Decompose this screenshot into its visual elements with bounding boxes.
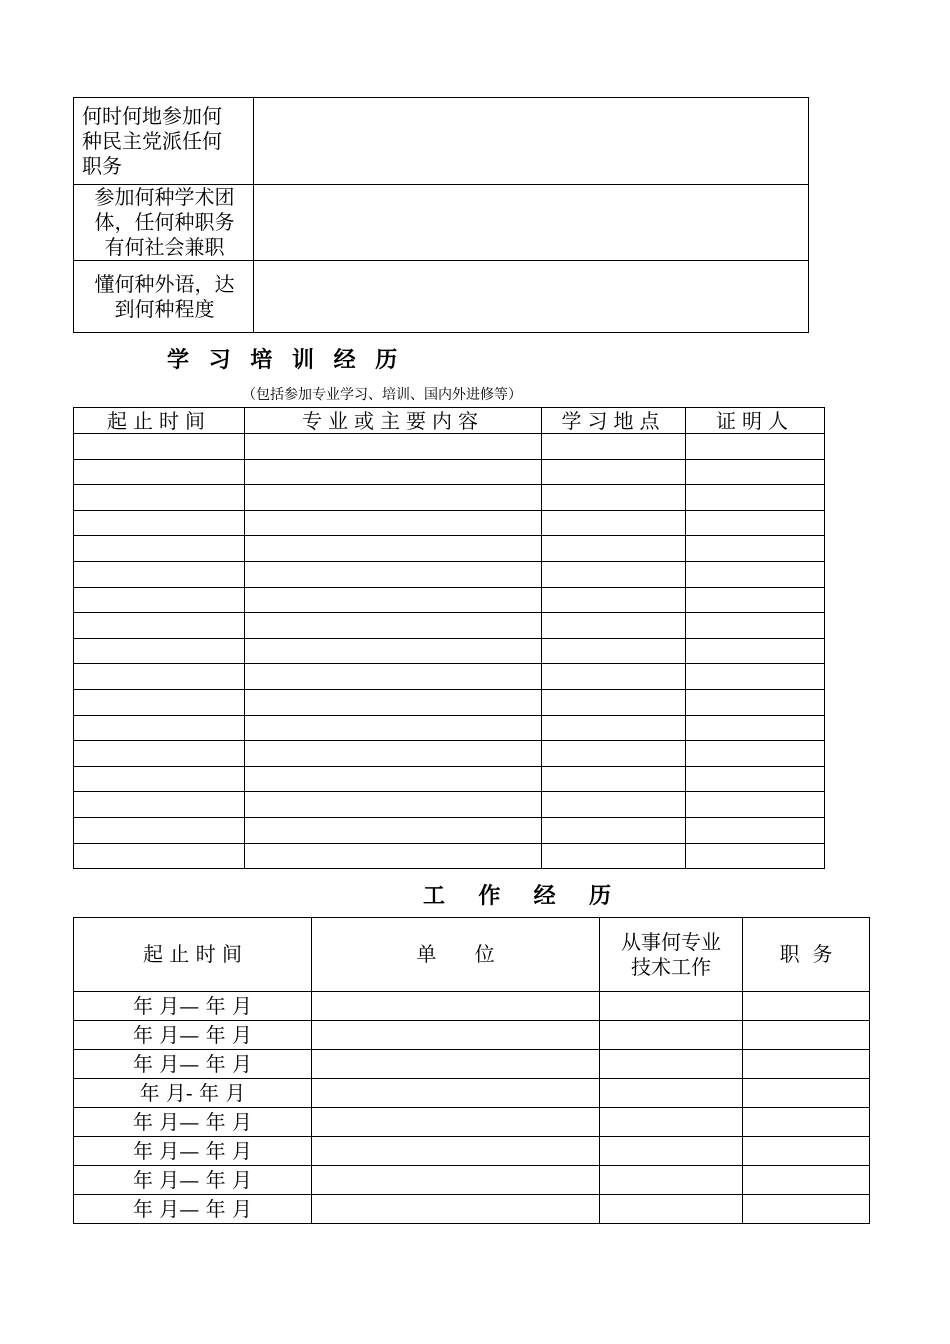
table-cell[interactable]	[542, 510, 686, 536]
table-cell[interactable]	[245, 741, 542, 767]
table-cell[interactable]	[686, 434, 825, 460]
table-cell[interactable]: 年 月— 年 月	[74, 1021, 312, 1050]
table-cell[interactable]	[686, 741, 825, 767]
table-row	[74, 715, 825, 741]
table-cell[interactable]	[600, 1021, 743, 1050]
table-cell[interactable]	[743, 1108, 870, 1137]
table-row	[74, 434, 825, 460]
table-row	[74, 792, 825, 818]
foreign-language-label: 懂何种外语，达 到何种程度	[74, 261, 254, 333]
table-cell[interactable]	[74, 689, 245, 715]
table-cell[interactable]	[686, 510, 825, 536]
table-cell[interactable]	[686, 613, 825, 639]
table-cell[interactable]	[743, 1137, 870, 1166]
table-cell[interactable]	[542, 715, 686, 741]
table-cell[interactable]	[245, 792, 542, 818]
work-history-table	[73, 917, 870, 1224]
work-header-period: 起 止 时 间	[74, 918, 312, 992]
table-cell[interactable]	[542, 766, 686, 792]
table-cell[interactable]	[686, 459, 825, 485]
table-row	[74, 98, 809, 185]
work-header-specialty: 从事何专业 技术工作	[600, 918, 743, 992]
table-row	[74, 1050, 870, 1079]
table-cell[interactable]	[245, 715, 542, 741]
table-cell[interactable]	[74, 843, 245, 869]
party-affiliation-label: 何时何地参加何 种民主党派任何 职务	[74, 98, 254, 185]
table-cell[interactable]	[686, 587, 825, 613]
study-section-title: 学 习 培 训 经 历	[167, 347, 404, 373]
table-cell[interactable]	[686, 561, 825, 587]
party-affiliation-field[interactable]	[254, 98, 809, 185]
table-cell[interactable]: 年 月- 年 月	[74, 1079, 312, 1108]
table-cell[interactable]: 年 月— 年 月	[74, 1195, 312, 1224]
table-row	[74, 261, 809, 333]
table-cell[interactable]	[743, 1166, 870, 1195]
table-cell[interactable]	[74, 459, 245, 485]
table-cell[interactable]	[245, 561, 542, 587]
table-cell[interactable]	[743, 1021, 870, 1050]
table-row	[74, 510, 825, 536]
table-cell[interactable]	[542, 613, 686, 639]
table-row	[74, 1195, 870, 1224]
table-cell[interactable]	[312, 1021, 600, 1050]
table-cell[interactable]	[743, 992, 870, 1021]
study-header-location: 学习地点	[542, 408, 686, 434]
table-cell[interactable]	[542, 843, 686, 869]
table-row	[74, 459, 825, 485]
table-cell[interactable]	[600, 1137, 743, 1166]
table-cell[interactable]	[686, 843, 825, 869]
table-cell[interactable]	[542, 561, 686, 587]
table-cell[interactable]	[74, 587, 245, 613]
work-header-employer: 单 位	[312, 918, 600, 992]
table-cell[interactable]	[245, 638, 542, 664]
academic-groups-label: 参加何种学术团 体，任何种职务 有何社会兼职	[74, 185, 254, 261]
table-cell[interactable]: 年 月— 年 月	[74, 992, 312, 1021]
table-cell[interactable]	[74, 741, 245, 767]
table-cell[interactable]	[74, 613, 245, 639]
table-cell[interactable]	[743, 1079, 870, 1108]
study-header-period: 起止时间	[74, 408, 245, 434]
study-section-note: （包括参加专业学习、培训、国内外进修等）	[242, 387, 522, 403]
table-cell[interactable]: 年 月— 年 月	[74, 1050, 312, 1079]
table-row	[74, 843, 825, 869]
table-cell[interactable]	[686, 715, 825, 741]
table-cell[interactable]	[600, 1079, 743, 1108]
table-cell[interactable]	[74, 715, 245, 741]
table-cell[interactable]	[542, 638, 686, 664]
table-cell[interactable]	[245, 817, 542, 843]
table-cell[interactable]	[600, 1195, 743, 1224]
table-cell[interactable]	[245, 459, 542, 485]
party-academic-language-table	[73, 97, 809, 333]
table-cell[interactable]	[74, 817, 245, 843]
table-cell[interactable]	[686, 485, 825, 511]
table-row	[74, 664, 825, 690]
table-row	[74, 561, 825, 587]
table-cell[interactable]	[245, 689, 542, 715]
table-cell[interactable]	[74, 485, 245, 511]
table-cell[interactable]	[542, 587, 686, 613]
table-cell[interactable]	[74, 664, 245, 690]
table-cell[interactable]	[542, 434, 686, 460]
table-cell[interactable]	[312, 1137, 600, 1166]
table-row	[74, 613, 825, 639]
foreign-language-field[interactable]	[254, 261, 809, 333]
table-row	[74, 766, 825, 792]
table-row	[74, 185, 809, 261]
study-history-table	[73, 407, 825, 869]
table-cell[interactable]	[245, 536, 542, 562]
table-cell[interactable]	[686, 689, 825, 715]
table-cell[interactable]	[245, 485, 542, 511]
study-header-witness: 证明人	[686, 408, 825, 434]
table-cell[interactable]	[74, 434, 245, 460]
table-cell[interactable]	[600, 992, 743, 1021]
table-cell[interactable]: 年 月— 年 月	[74, 1108, 312, 1137]
table-cell[interactable]	[245, 664, 542, 690]
table-cell[interactable]	[686, 536, 825, 562]
table-row	[74, 689, 825, 715]
table-cell[interactable]	[743, 1050, 870, 1079]
table-row	[74, 741, 825, 767]
table-cell[interactable]	[245, 843, 542, 869]
table-row	[74, 1166, 870, 1195]
table-row	[74, 1108, 870, 1137]
table-row	[74, 992, 870, 1021]
table-cell[interactable]	[542, 459, 686, 485]
table-cell[interactable]	[312, 1079, 600, 1108]
study-header-row	[74, 408, 825, 434]
table-cell[interactable]	[686, 817, 825, 843]
table-cell[interactable]	[312, 992, 600, 1021]
table-cell[interactable]	[245, 613, 542, 639]
table-cell[interactable]	[74, 638, 245, 664]
work-section-title: 工 作 经 历	[423, 883, 617, 909]
work-header-position: 职 务	[743, 918, 870, 992]
table-cell[interactable]	[686, 664, 825, 690]
table-cell[interactable]	[74, 766, 245, 792]
table-row	[74, 1137, 870, 1166]
table-cell[interactable]	[245, 510, 542, 536]
table-cell[interactable]	[312, 1050, 600, 1079]
academic-groups-field[interactable]	[254, 185, 809, 261]
table-cell[interactable]	[312, 1195, 600, 1224]
table-cell[interactable]	[600, 1166, 743, 1195]
table-row	[74, 817, 825, 843]
work-header-row	[74, 918, 870, 992]
table-row	[74, 587, 825, 613]
table-cell[interactable]	[542, 741, 686, 767]
study-header-content: 专业或主要内容	[245, 408, 542, 434]
table-row	[74, 1079, 870, 1108]
table-cell[interactable]	[743, 1195, 870, 1224]
table-cell[interactable]	[542, 792, 686, 818]
table-cell[interactable]	[312, 1108, 600, 1137]
table-cell[interactable]	[245, 587, 542, 613]
table-cell[interactable]	[74, 561, 245, 587]
table-cell[interactable]	[74, 536, 245, 562]
table-cell[interactable]	[312, 1166, 600, 1195]
table-row	[74, 1021, 870, 1050]
table-row	[74, 485, 825, 511]
table-cell[interactable]	[74, 510, 245, 536]
table-cell[interactable]	[542, 664, 686, 690]
table-cell[interactable]: 年 月— 年 月	[74, 1137, 312, 1166]
table-cell[interactable]: 年 月— 年 月	[74, 1166, 312, 1195]
table-cell[interactable]	[600, 1108, 743, 1137]
table-cell[interactable]	[542, 689, 686, 715]
table-cell[interactable]	[686, 792, 825, 818]
table-row	[74, 638, 825, 664]
table-row	[74, 536, 825, 562]
table-cell[interactable]	[542, 485, 686, 511]
table-cell[interactable]	[245, 434, 542, 460]
table-cell[interactable]	[542, 536, 686, 562]
table-cell[interactable]	[245, 766, 542, 792]
table-cell[interactable]	[686, 766, 825, 792]
table-cell[interactable]	[686, 638, 825, 664]
table-cell[interactable]	[542, 817, 686, 843]
table-cell[interactable]	[600, 1050, 743, 1079]
table-cell[interactable]	[74, 792, 245, 818]
